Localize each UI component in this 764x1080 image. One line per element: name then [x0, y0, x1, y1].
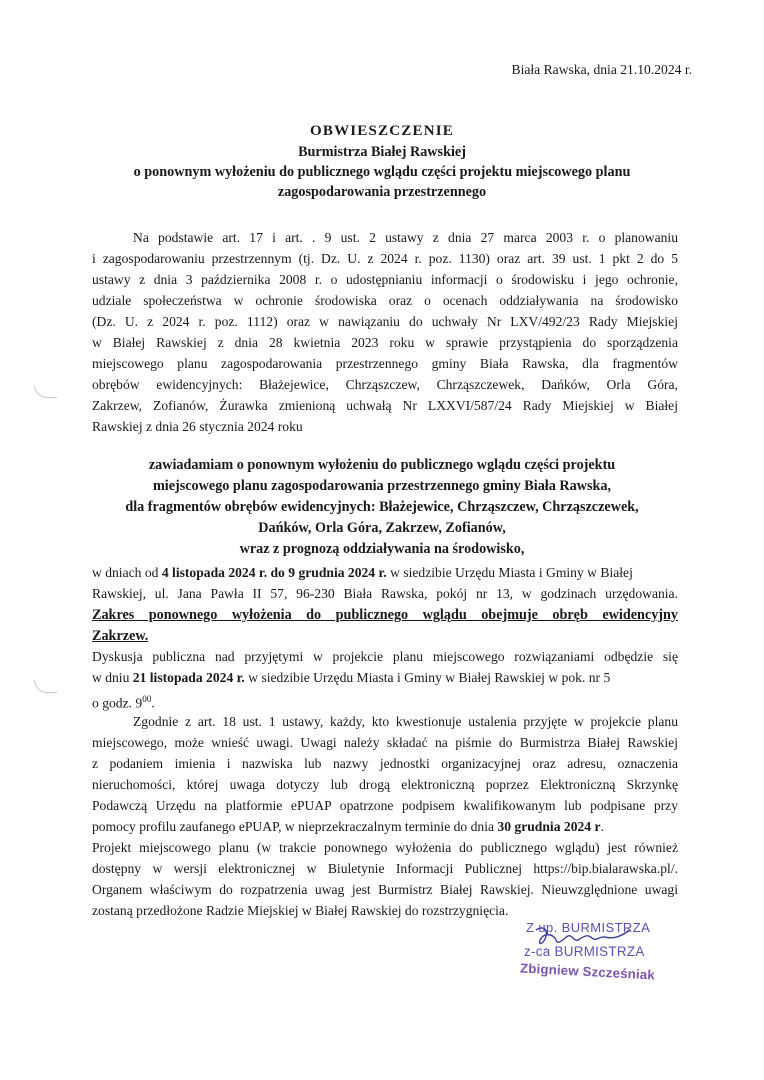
discussion-line	[92, 668, 678, 688]
discussion-line: Dyskusja publiczna nad przyjętymi w projekcie planu miejscowego rozwiązaniami odbędzie się	[92, 649, 678, 664]
closing-line: Organem właściwym do rozpatrzenia uwag jest Burmistrz Białej Rawskiej. Nieuwzględnione uwagi	[92, 882, 678, 897]
comments-line: nieruchomości, której uwaga dotyczy lub drogą elektroniczną poprzez Elektroniczną Skrzynkę	[92, 777, 678, 792]
comments-line: Zgodnie z art. 18 ust. 1 ustawy, każdy, kto kwestionuje ustalenia przyjęte w projekcie planu	[133, 714, 678, 729]
comments-deadline-line	[92, 817, 604, 837]
period-dates: 4 listopada 2024 r. do 9 grudnia 2024 r.	[161, 565, 387, 580]
comments-line: miejscowego, może wnieść uwagi. Uwagi należy składać na piśmie do Burmistrza Białej Rawskiej	[92, 735, 678, 750]
discussion-time	[92, 689, 155, 714]
period-address: Rawskiej, ul. Jana Pawła II 57, 96-230 Biała Rawska, pokój nr 13, w godzinach urzędowania.	[92, 586, 678, 601]
discussion-time-minutes: 00	[142, 694, 152, 704]
intro-line: ustawy z dnia 3 października 2008 r. o udostępnianiu informacji o środowisku i jego ochronie,	[92, 272, 678, 287]
period-prefix: w dniach od	[92, 565, 162, 580]
place-date: Biała Rawska, dnia 21.10.2024 r.	[511, 62, 692, 77]
stamp-line-3: Zbigniew Szcześniak	[519, 960, 656, 983]
intro-line: i zagospodarowaniu przestrzennym (tj. Dz. U. z 2024 r. poz. 1130) oraz art. 39 ust. 1 pkt 2 do 5	[92, 251, 678, 266]
announcement-line: dla fragmentów obrębów ewidencyjnych: Błażejewice, Chrząszczew, Chrząszczewek,	[125, 499, 639, 515]
scope-line: Zakrzew.	[92, 628, 149, 644]
discussion-time-prefix: o godz. 9	[92, 695, 143, 711]
comments-line: Podawczą Urzędu na platformie ePUAP opatrzone podpisem kwalifikowanym lub podpisane przy	[92, 798, 678, 813]
comments-deadline-date: 30 grudnia 2024 r	[497, 819, 601, 834]
document-title: OBWIESZCZENIE	[310, 123, 454, 139]
closing-line: dostępny w wersji elektronicznej w Biuletynie Informacji Publicznej https://bip.bialarawska.pl/.	[92, 861, 678, 876]
intro-line: Zakrzew, Zofianów, Żurawka zmienioną uchwałą Nr LXXVI/587/24 Rady Miejskiej w Białej	[92, 398, 678, 413]
discussion-prefix: w dniu	[92, 670, 133, 685]
intro-line: Na podstawie art. 17 i art. . 9 ust. 2 ustawy z dnia 27 marca 2003 r. o planowaniu	[133, 230, 678, 245]
discussion-suffix: w siedzibie Urzędu Miasta i Gminy w Białej Rawskiej w pok. nr 5	[244, 670, 611, 685]
scan-mark	[34, 680, 57, 693]
comments-line: z podaniem imienia i nazwiska lub nazwy jednostki organizacyjnej oraz adresu, oznaczenia	[92, 756, 678, 771]
intro-line: w Białej Rawskiej z dnia 28 kwietnia 2023 roku w sprawie przystąpienia do sporządzenia	[92, 335, 678, 350]
comments-deadline-suffix: .	[600, 819, 604, 834]
scope-line: Zakres ponownego wyłożenia do publicznego wglądu obejmuje obręb ewidencyjny	[92, 607, 678, 623]
discussion-date: 21 listopada 2024 r.	[132, 670, 245, 685]
intro-line: miejscowego planu zagospodarowania przestrzennego gminy Biała Rawska, dla fragmentów	[92, 356, 678, 371]
announcement-line: wraz z prognozą oddziaływania na środowisko,	[239, 541, 525, 557]
scan-mark	[34, 385, 57, 398]
period-line	[92, 563, 678, 583]
title-line-2: o ponownym wyłożeniu do publicznego wglądu części projektu miejscowego planu	[133, 164, 631, 180]
closing-line: Projekt miejscowego planu (w trakcie ponownego wyłożenia do publicznego wglądu) jest również	[92, 840, 678, 855]
intro-line: Rawskiej z dnia 26 stycznia 2024 roku	[92, 419, 303, 434]
title-line-3: zagospodarowania przestrzennego	[277, 184, 487, 200]
title-line-1: Burmistrza Białej Rawskiej	[298, 144, 466, 160]
stamp-line-1: Z up. BURMISTRZA	[526, 920, 651, 935]
announcement-line: miejscowego planu zagospodarowania przestrzennego gminy Biała Rawska,	[152, 478, 612, 494]
intro-line: obrębów ewidencyjnych: Błażejewice, Chrząszczew, Chrząszczewek, Dańków, Orla Góra,	[92, 377, 678, 392]
intro-line: (Dz. U. z 2024 r. poz. 1112) oraz w nawiązaniu do uchwały Nr LXV/492/23 Rady Miejskiej	[92, 314, 678, 329]
comments-deadline-prefix: pomocy profilu zaufanego ePUAP, w nieprzekraczalnym terminie do dnia	[92, 819, 498, 834]
official-stamp	[500, 920, 675, 990]
period-suffix: w siedzibie Urzędu Miasta i Gminy w Białej	[386, 565, 633, 580]
stamp-line-2: z-ca BURMISTRZA	[524, 944, 645, 959]
intro-line: udziale społeczeństwa w ochronie środowiska oraz o ocenach oddziaływania na środowisko	[92, 293, 678, 308]
announcement-line: Dańków, Orla Góra, Zakrzew, Zofianów,	[258, 520, 506, 536]
discussion-time-suffix: .	[151, 695, 155, 711]
closing-line: zostaną przedłożone Radzie Miejskiej w Białej Rawskiej do rozstrzygnięcia.	[92, 903, 509, 918]
announcement-line: zawiadamiam o ponownym wyłożeniu do publicznego wglądu części projektu	[148, 457, 616, 473]
